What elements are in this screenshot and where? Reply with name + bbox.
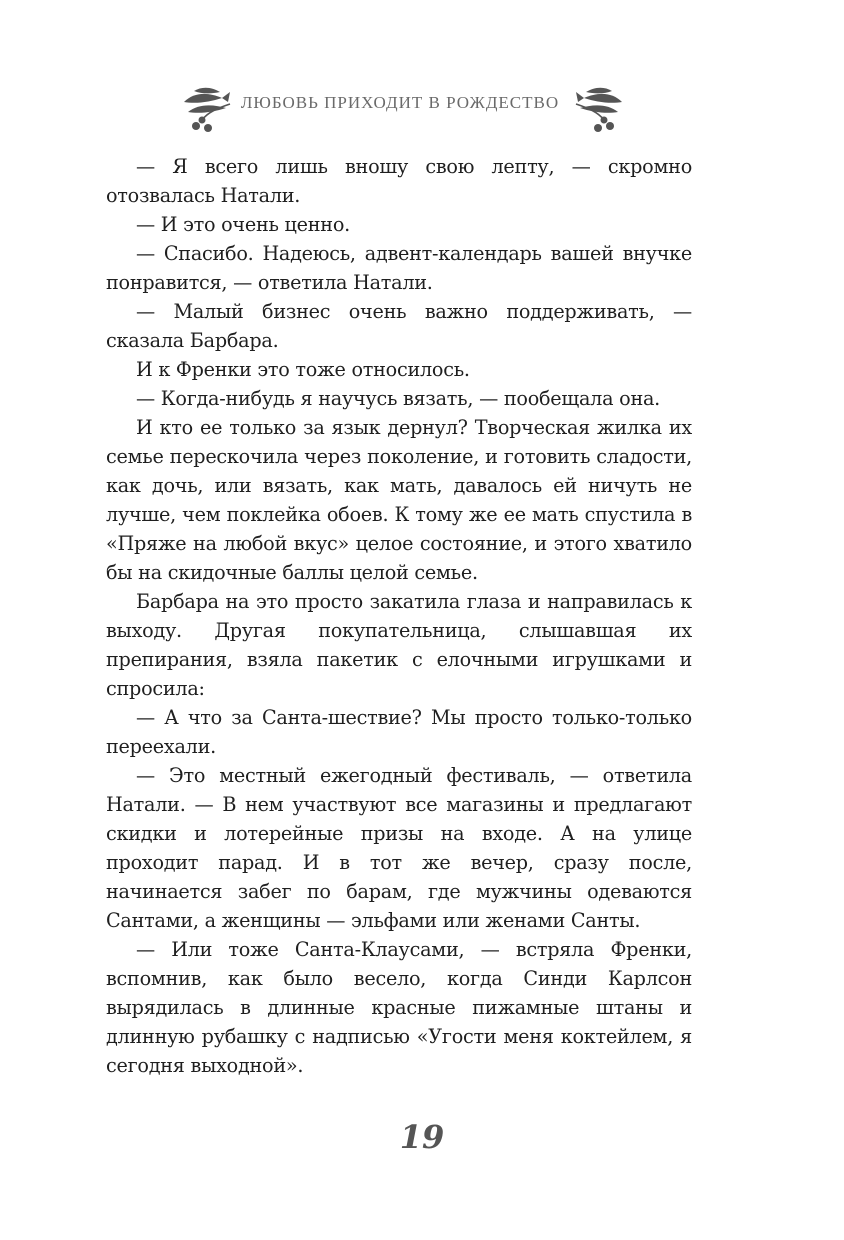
paragraph: — И это очень ценно. [136,213,350,236]
paragraph: — Спасибо. Надеюсь, адвент-календарь вашей внучке понравится, — ответила Натали. [106,242,692,294]
page-number: 19 [399,1118,445,1156]
running-header [0,78,844,138]
paragraph: — Это местный ежегодный фестиваль, — ответила Натали. — В нем участвуют все магазины и предлагают скидки и лотерейные призы на входе. А на улице проходит парад. И в тот же вечер, сразу после, начинается забег по барам, где мужчины одеваются Сантами, а женщины — эльфами или женами Санты. [106,764,692,932]
paragraph: — Или тоже Санта-Клаусами, — встряла Френки, вспомнив, как было весело, когда Синди Карлсон вырядилась в длинные красные пижамные штаны и длинную рубашку с надписью «Угости меня коктейлем, я сегодня выходной». [106,938,692,1077]
paragraph: Барбара на это просто закатила глаза и направилась к выходу. Другая покупательница, слышавшая их препирания, взяла пакетик с елочными игрушками и спросила: [106,590,692,700]
paragraph: И кто ее только за язык дернул? Творческая жилка их семье перескочила через поколение, и готовить сладости, как дочь, или вязать, как мать, давалось ей ничуть не лучше, чем поклейка обоев. К тому же ее мать спустила в «Пряже на любой вкус» целое состояние, и этого хватило бы на скидочные баллы целой семье. [106,416,692,584]
paragraph: И к Френки это тоже относилось. [136,358,470,381]
holly-berries-icon [178,82,238,136]
page-body [106,152,692,1080]
book-title: ЛЮБОВЬ ПРИХОДИТ В РОЖДЕСТВО [240,93,560,112]
paragraph: — Когда-нибудь я научусь вязать, — пообещала она. [136,387,661,410]
paragraph: — Малый бизнес очень важно поддерживать, — сказала Барбара. [106,300,692,352]
paragraph: — Я всего лишь вношу свою лепту, — скромно отозвалась Натали. [106,155,692,207]
paragraph: — А что за Санта-шествие? Мы просто только-только переехали. [106,706,692,758]
holly-berries-icon [568,82,628,136]
